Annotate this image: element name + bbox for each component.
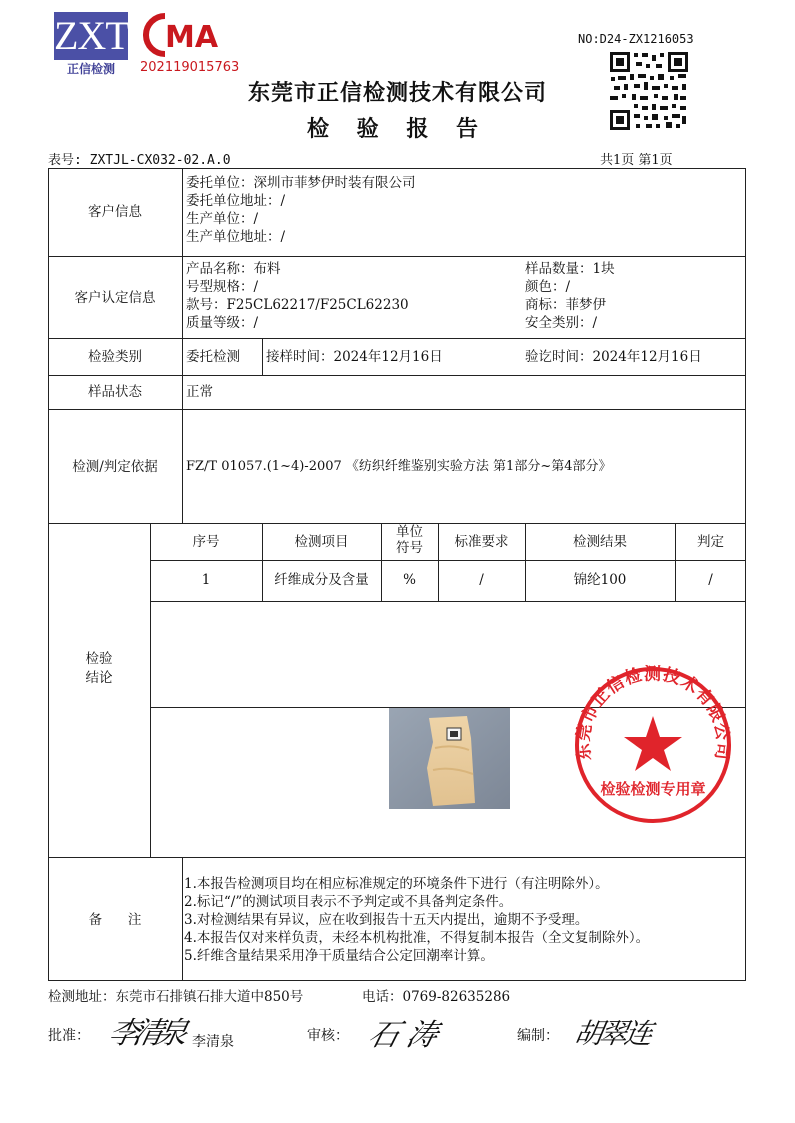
star-icon xyxy=(624,716,682,771)
remark-5: 5.纤维含量结果采用净干质量结合公定回潮率计算。 xyxy=(184,948,494,964)
remark-1: 1.本报告检测项目均在相应标准规定的环境条件下进行（有注明除外）。 xyxy=(184,876,609,892)
col-header-unit-line2: 符号 xyxy=(396,540,423,556)
inspection-type-value: 委托检测 xyxy=(186,349,240,365)
sample-status-value: 正常 xyxy=(186,384,213,400)
safety-category: 安全类别：/ xyxy=(525,315,598,331)
conclusion-label xyxy=(48,650,150,688)
reviewer-signature: 石涛 xyxy=(364,1018,450,1053)
prepare-label: 编制： xyxy=(517,1028,559,1044)
col-header-unit xyxy=(381,524,438,556)
remarks-label: 备 注 xyxy=(88,912,142,928)
report-number: NO:D24-ZX1216053 xyxy=(578,32,694,46)
row-result: 锦纶100 xyxy=(573,572,627,588)
row-unit: % xyxy=(403,572,416,588)
seal-subtext: 检验检测专用章 xyxy=(600,780,706,798)
remark-2: 2.标记“/”的测试项目表示不予判定或不具备判定条件。 xyxy=(184,894,513,910)
seal-text: 东莞市正信检测技术有限公司 xyxy=(573,664,733,762)
producer-address: 生产单位地址：/ xyxy=(186,229,286,245)
zxt-logo-subtitle: 正信检测 xyxy=(66,62,115,76)
model-spec: 号型规格：/ xyxy=(186,279,259,295)
rule xyxy=(48,338,746,339)
review-label: 审核： xyxy=(307,1028,349,1044)
inspection-type-label: 检验类别 xyxy=(88,349,142,365)
cma-logo-text: MA xyxy=(165,20,219,55)
completed-date: 验讫时间：2024年12月16日 xyxy=(525,349,702,365)
remark-4: 4.本报告仅对来样负责，未经本机构批准，不得复制本报告（全文复制除外）。 xyxy=(184,930,650,946)
conclusion-label-line1: 检验 xyxy=(85,651,113,667)
basis-value: FZ/T 01057.(1~4)-2007 《纺织纤维鉴别实验方法 第1部分~第4部分》 xyxy=(186,459,612,474)
rule xyxy=(150,560,746,561)
form-number: 表号: ZXTJL-CX032-02.A.0 xyxy=(48,153,231,168)
style-number: 款号：F25CL62217/F25CL62230 xyxy=(186,297,409,313)
rule xyxy=(48,409,746,410)
received-date: 接样时间：2024年12月16日 xyxy=(266,349,443,365)
company-name: 东莞市正信检测技术有限公司 xyxy=(247,80,547,106)
product-info-right xyxy=(525,260,615,332)
col-header-result: 检测结果 xyxy=(573,534,627,550)
conclusion-label-line2: 结论 xyxy=(85,670,113,686)
color: 颜色：/ xyxy=(525,279,571,295)
rule xyxy=(262,338,263,375)
rule xyxy=(182,168,183,523)
rule xyxy=(182,857,183,981)
client-name: 委托单位：深圳市菲梦伊时装有限公司 xyxy=(186,175,416,191)
preparer-signature: 胡翠连 xyxy=(571,1017,653,1050)
approve-label: 批准： xyxy=(48,1028,90,1044)
cma-number: 202119015763 xyxy=(140,60,240,75)
zxt-logo: ZXT xyxy=(54,13,129,58)
report-title: 检 验 报 告 xyxy=(307,116,488,142)
page-info: 共1页 第1页 xyxy=(600,153,673,168)
row-judge: / xyxy=(708,572,713,588)
rule xyxy=(48,375,746,376)
approver-signature: 李清泉 xyxy=(105,1016,185,1051)
client-confirm-label: 客户认定信息 xyxy=(74,290,156,306)
row-item: 纤维成分及含量 xyxy=(274,572,369,588)
official-seal xyxy=(572,664,734,826)
sample-quantity: 样品数量：1块 xyxy=(525,261,615,277)
row-standard: / xyxy=(479,572,484,588)
remark-3: 3.对检测结果有异议，应在收到报告十五天内提出，逾期不予受理。 xyxy=(184,912,589,928)
client-info-label: 客户信息 xyxy=(88,204,142,220)
cma-logo xyxy=(143,12,243,58)
col-header-judge: 判定 xyxy=(697,534,724,550)
trademark: 商标：菲梦伊 xyxy=(525,297,606,313)
remarks-lines xyxy=(184,875,649,965)
rule xyxy=(48,857,746,858)
client-address: 委托单位地址：/ xyxy=(186,193,286,209)
test-address: 检测地址：东莞市石排镇石排大道中850号 xyxy=(48,989,304,1005)
rule xyxy=(150,601,746,602)
col-header-unit-line1: 单位 xyxy=(396,524,423,540)
basis-label: 检测/判定依据 xyxy=(72,459,158,475)
col-header-standard: 标准要求 xyxy=(454,534,509,550)
quality-grade: 质量等级：/ xyxy=(186,315,259,331)
col-header-item: 检测项目 xyxy=(294,534,349,550)
sample-status-label: 样品状态 xyxy=(88,384,142,400)
approver-name: 李清泉 xyxy=(192,1034,234,1050)
row-no: 1 xyxy=(201,572,211,588)
rule xyxy=(48,256,746,257)
product-info-left xyxy=(186,260,409,332)
sample-photo xyxy=(389,708,510,809)
col-header-no: 序号 xyxy=(192,534,220,550)
phone: 电话：0769-82635286 xyxy=(362,989,511,1005)
client-info-lines xyxy=(186,174,416,246)
product-name: 产品名称：布料 xyxy=(186,261,281,277)
producer-name: 生产单位：/ xyxy=(186,211,259,227)
